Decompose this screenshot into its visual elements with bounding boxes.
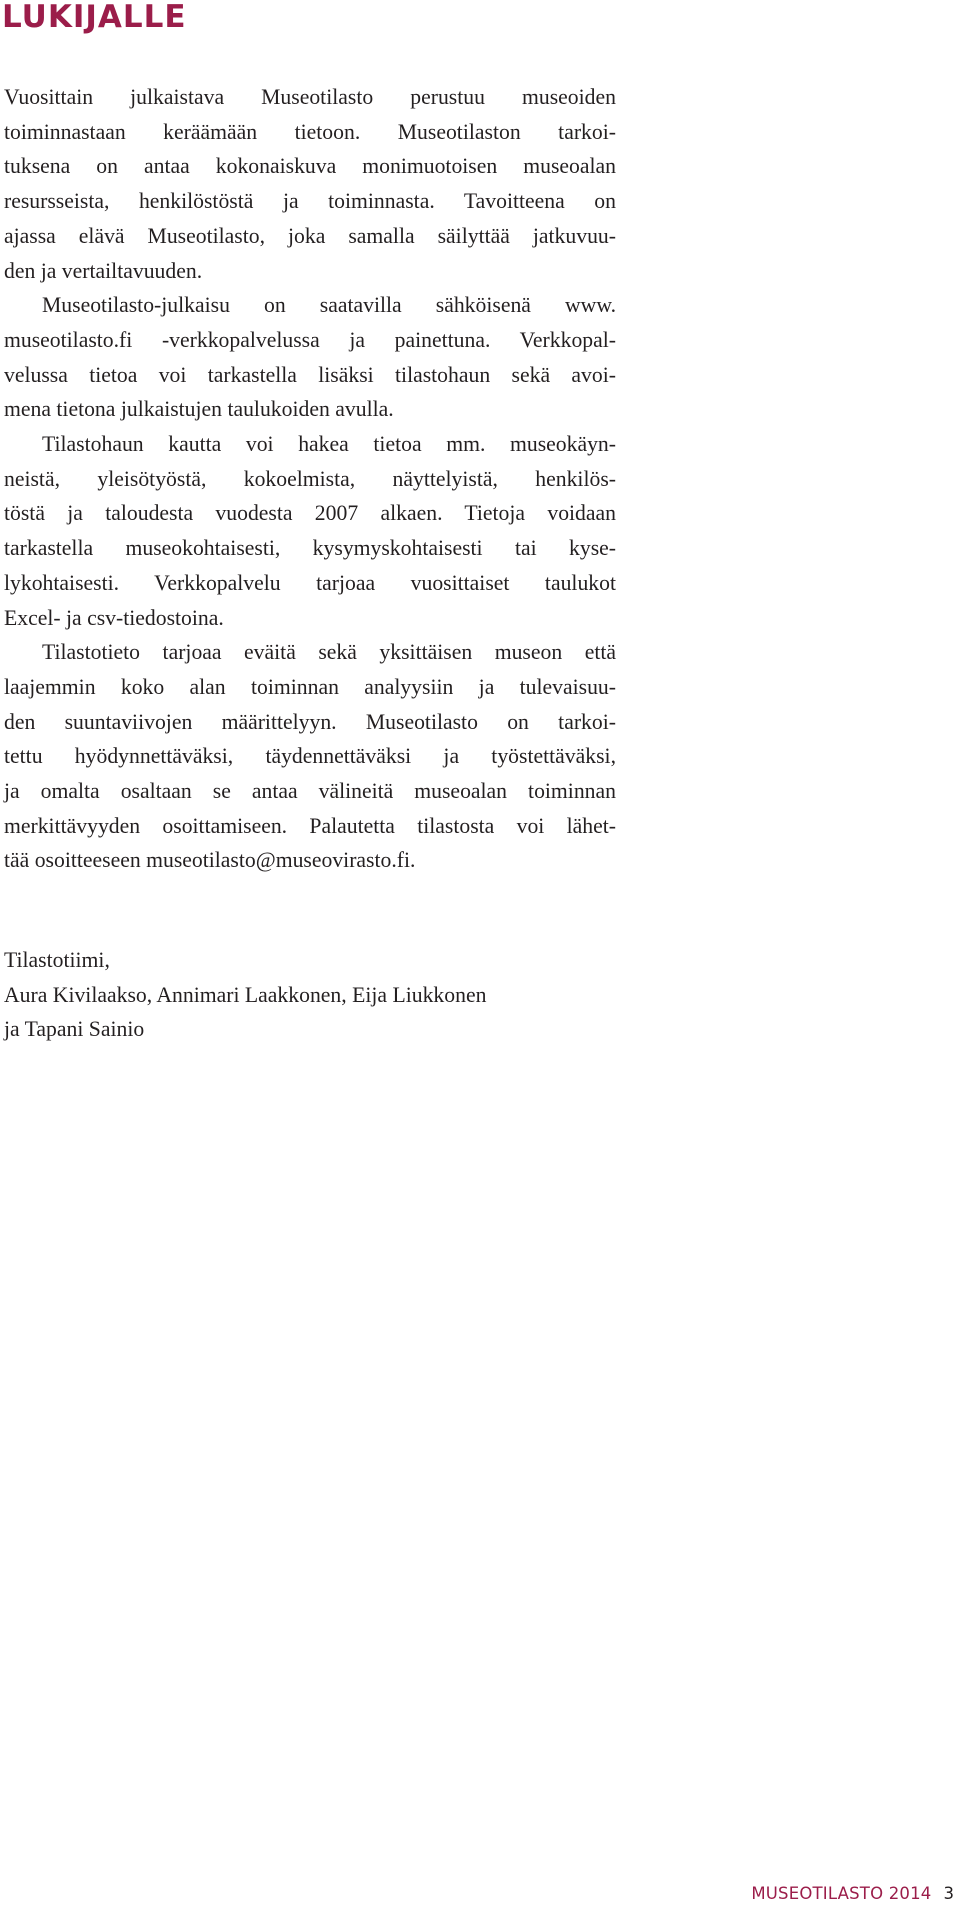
signature-team: Tilastotiimi, — [4, 948, 110, 972]
paragraph-line: tettu hyödynnettäväksi, täydennettäväksi ja työstettäväksi, — [4, 744, 616, 769]
paragraph-line: neistä, yleisötyöstä, kokoelmista, näyttelyistä, henkilös- — [4, 466, 616, 491]
paragraph-line: mena tietona julkaistujen taulukoiden avulla. — [4, 397, 394, 422]
paragraph-line: Vuosittain julkaistava Museotilasto perustuu museoiden — [4, 85, 616, 109]
page-heading: LUKIJALLE — [2, 0, 187, 35]
paragraph-line: ajassa elävä Museotilasto, joka samalla säilyttää jatkuvuu- — [4, 223, 616, 248]
paragraph-line: den ja vertailtavuuden. — [4, 258, 203, 283]
paragraph-line: lykohtaisesti. Verkkopalvelu tarjoaa vuosittaiset taulukot — [4, 570, 616, 595]
paragraph-line: resursseista, henkilöstöstä ja toiminnasta. Tavoitteena on — [4, 189, 616, 214]
footer-publication-title: MUSEOTILASTO 2014 — [751, 1884, 932, 1903]
paragraph-line: Tilastotieto tarjoaa eväitä sekä yksittäisen museon että — [42, 640, 616, 665]
paragraph-line: museotilasto.fi -verkkopalvelussa ja painettuna. Verkkopal- — [4, 327, 616, 352]
paragraph-line: tää osoitteeseen museotilasto@museovirasto.fi. — [4, 848, 416, 873]
paragraph-line: tarkastella museokohtaisesti, kysymyskohtaisesti tai kyse- — [4, 536, 616, 561]
paragraph-line: tuksena on antaa kokonaiskuva monimuotoisen museoalan — [4, 154, 616, 179]
signature-names: ja Tapani Sainio — [4, 1017, 145, 1042]
paragraph-line: merkittävyyden osoittamiseen. Palautetta tilastosta voi lähet- — [4, 813, 616, 838]
paragraph-line: velussa tietoa voi tarkastella lisäksi tilastohaun sekä avoi- — [4, 362, 616, 387]
paragraph-line: ja omalta osaltaan se antaa välineitä museoalan toiminnan — [4, 779, 616, 804]
page-footer — [751, 1884, 954, 1904]
paragraph-line: den suuntaviivojen määrittelyyn. Museotilasto on tarkoi- — [4, 709, 616, 734]
paragraph-line: Excel- ja csv-tiedostoina. — [4, 605, 224, 630]
body-text — [4, 80, 616, 878]
paragraph-line: Museotilasto-julkaisu on saatavilla sähköisenä www. — [42, 293, 616, 318]
paragraph-line: Tilastohaun kautta voi hakea tietoa mm. museokäyn- — [42, 432, 616, 457]
page-number: 3 — [943, 1884, 954, 1903]
paragraph-line: töstä ja taloudesta vuodesta 2007 alkaen. Tietoja voidaan — [4, 501, 616, 526]
paragraph-line: laajemmin koko alan toiminnan analyysiin ja tulevaisuu- — [4, 674, 616, 699]
signature-names: Aura Kivilaakso, Annimari Laakkonen, Eija Liukkonen — [4, 982, 487, 1007]
signature — [4, 943, 644, 1047]
paragraph-line: toiminnastaan keräämään tietoon. Museotilaston tarkoi- — [4, 119, 616, 144]
